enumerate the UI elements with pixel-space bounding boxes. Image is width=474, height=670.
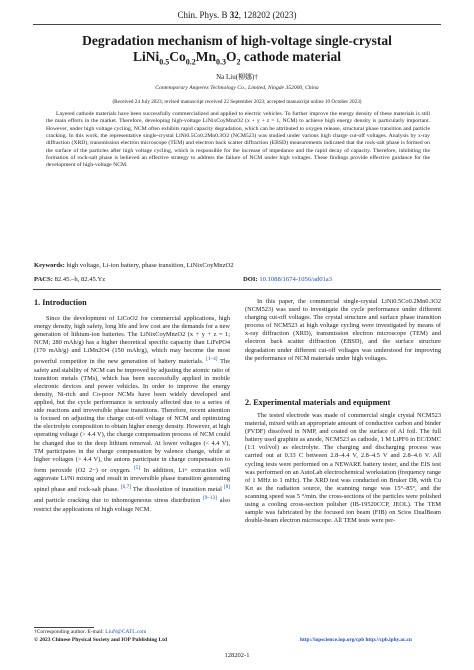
article-number: 128202 <box>243 10 271 20</box>
citation-5[interactable]: [5] <box>134 464 141 471</box>
title-line-1: Degradation mechanism of high-voltage single-crystal <box>82 33 392 48</box>
experimental-paragraph: The tested electrode was made of commercial single crystal NCM523 material, mixed with an appropriate amount of conductive carbon and binder (PVDF) dissolved in NMP, and coated on the surface of Al foil. The full battery used graphite as anode, NCM523 as cathode, 1 M LiPF6 in EC/DMC (1:1 vol/vol) as electrolyte. The charging and discharging process was carried out at 0.33 C between 2.8–4.4 V, 2.8–4.5 V and 2.8–4.6 V. All cycling tests were performed on a NEWARE battery tester, and the EIS test was performed on an AutoLab electrochemical workstation (frequency range of 1 MHz to 1 mHz). The XRD test was conducted on Bruker D8, with Cu Kα as the radiation source, the scanning range was 15°–85°, and the scanning speed was 5 °/min. the cross-sections of the particles were polished using a cooling cross-section polisher (IB-19520CCP, JEOL). The TEM sample was fabricated by the focused ion beam (FIB) on Scios DualBeam double-beam electron microscope. All TEM tests were per- <box>245 412 441 525</box>
abstract: Layered cathode materials have been successfully commercialized and applied to electric vehicles. To further improve the energy density of these materials is still the main efforts in the market. Therefore, developing high-voltage LiNixCoyMnzO2 (x + y + z = 1, NCM) to achieve high energy density is particularly important. However, under high voltage cycling, NCM often exhibits rapid capacity degradation, which can be attributed to oxygen release, structural phase transition and particle cracking. In this work, the representative single-crystal LiNi0.5Co0.2Mn0.3O2 (NCM523) was studied under various high charge cut-off voltages. Analysis by x-ray diffraction (XRD), transmission electron microscope (TEM) and electron back scatter diffraction (EBSD) measurements indicated that the rock-salt phase is formed on the surface of the particles after high voltage cycling, which is responsible for the increase of impedance and the rapid decay of capacity. Therefore, inhibiting the formation of rock-salt phase is believed an effective strategy to address the failure of NCM under high voltages. These findings provide effective guidance for the development of high-voltage NCM. <box>46 111 430 169</box>
section-heading-experimental: 2. Experimental materials and equipment <box>245 398 391 407</box>
footnote-rule <box>34 627 94 628</box>
pacs <box>34 276 105 283</box>
author: Na Liu(柳娜)† <box>216 73 258 81</box>
header-rule <box>33 24 441 25</box>
journal-name: Chin. Phys. B <box>177 10 228 20</box>
abstract-rule <box>33 289 441 290</box>
citation-1-4[interactable]: [1–4] <box>206 356 218 363</box>
affiliation: Contemporary Amperex Technology Co., Limited, Ningde 352000, China <box>155 85 319 91</box>
keywords-label: Keywords: <box>34 262 65 269</box>
intro-paragraph: Since the development of LiCoO2 for commercial applications, high energy density, high safety, long life and low cost are the demands for a new generation of lithium-ion batteries. The LiNixCoyMnzO2 (x + y + z = 1; NCM; 280 mAh/g) has a higher theoretical specific capacity than LiFePO4 (170 mAh/g) and LiMn2O4 (150 mAh/g), which may become the most powerful competitor in the new generation of battery materials. [1–4] The safety and stability of NCM can be improved by adjusting the atomic ratio of transition metals (TMs), which has been successfully applied in mobile electronic devices and power vehicles. In order to improve the energy density, Ni-rich and Co-poor NCMs have been widely developed and applied, but the cycle performance is seriously affected due to a series of side reactions and irreversible phase transitions. Therefore, recent attention is focused on adjusting the charge cut-off voltage of NCM and optimizing the electrolyte composition to obtain higher energy density. However, at high operating voltage (> 4.4 V), the charge compensation process of NCM could be changed due to the deep lithium removal. At lower voltages (< 4.4 V), TM participates in the charge compensation by valence change, while at higher voltages (> 4.4 V), the anions participate in charge compensation to form peroxide (O2 2−) or oxygen. [5] In addition, Li+ extraction will aggravate Li/Ni mixing and result in irreversible phase transition generating spinel phase and rock-salt phase. [6,7] The dissolution of transition metal [8] and particle cracking due to inhomogeneous stress distribution [9–13] also restrict the applications of high voltage NCM. <box>34 315 230 513</box>
citation-6-7[interactable]: [6,7] <box>120 484 131 491</box>
doi-label: DOI: <box>243 276 258 283</box>
keywords <box>34 262 434 269</box>
doi-link[interactable]: 10.1088/1674-1056/ad01a3 <box>259 276 333 283</box>
right-column-intro <box>245 298 441 396</box>
pacs-codes: 82.45.–h, 82.45.Yz <box>54 276 106 283</box>
pacs-label: PACS: <box>34 276 53 283</box>
right-column-experimental <box>245 412 441 626</box>
intro-paragraph-2: In this paper, the commercial single-crystal LiNi0.5Co0.2Mn0.3O2 (NCM523) was used to investigate the cycle performance under different charging cut-off voltages. The crystal structure and surface phase transition process of NCM523 at high voltage cycling were investigated by means of x-ray diffraction (XRD), transmission electron microscope (TEM) and electron back scatter diffraction (EBSD), and the surface structure degradation under different cut-off voltages was understood for improving the performance of NCM materials under high voltages. <box>245 298 441 362</box>
keywords-text: high voltage, Li-ion battery, phase transition, LiNixCoyMnzO2 <box>66 262 234 269</box>
year: (2023) <box>272 10 297 20</box>
received-dates: (Received 24 July 2023; revised manuscript received 22 September 2023; accepted manuscript online 10 October 2023) <box>112 99 362 105</box>
author-email-link[interactable]: LiuN@CATL.com <box>105 629 147 635</box>
journal-urls[interactable]: http://iopscience.iop.org/cpb http://cpb.iphy.ac.cn <box>300 637 412 643</box>
footnote <box>34 629 167 644</box>
corresponding-author: †Corresponding author. E-mail: LiuN@CATL.com <box>34 629 147 635</box>
title-line-2: $LiNi_{0.5}Co_{0.2}Mn_{0.3}O_2$ cathode material <box>132 49 341 67</box>
running-header: Chin. Phys. B 32, 128202 (2023) <box>177 10 297 20</box>
volume-number: 32 <box>229 10 239 20</box>
citation-9-13[interactable]: [9–13] <box>203 495 218 502</box>
page-number: 128202-1 <box>224 652 250 659</box>
copyright: © 2023 Chinese Physical Society and IOP Publishing Ltd <box>34 636 168 643</box>
left-column <box>34 315 230 623</box>
paper-title <box>30 33 444 71</box>
citation-8[interactable]: [8] <box>223 484 230 491</box>
doi <box>243 276 332 283</box>
section-heading-introduction: 1. Introduction <box>34 298 87 307</box>
